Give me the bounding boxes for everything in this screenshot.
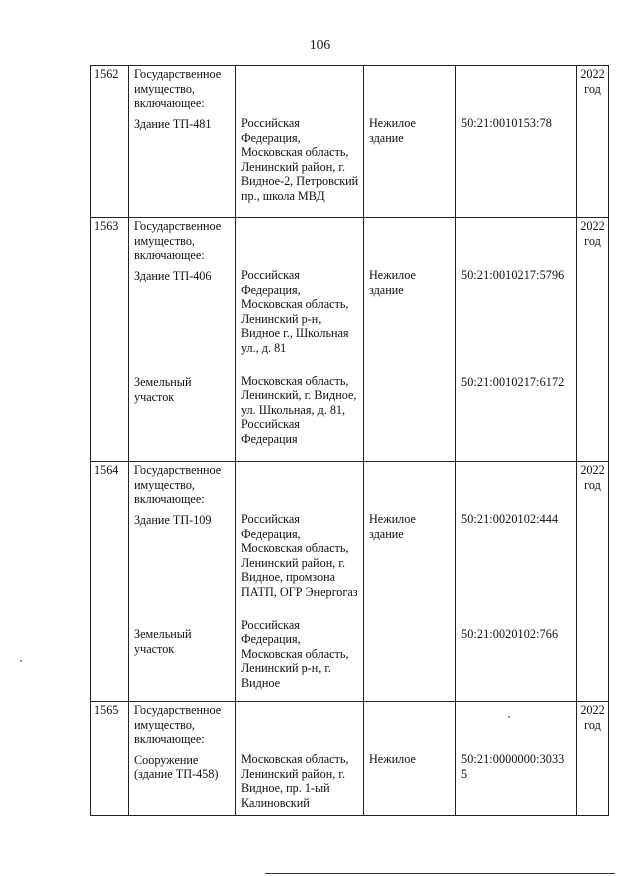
object-address: Российская Федерация, Московская область, Ленинский район, г. Видное-2, Петровский пр., школа МВД (241, 116, 359, 203)
object-name: Здание ТП-481 (134, 116, 212, 131)
object-name-cell (129, 66, 236, 218)
year: 2022 год (580, 67, 605, 96)
object-name: Здание ТП-406 (134, 268, 212, 283)
type-cell (364, 462, 456, 702)
type-cell (364, 218, 456, 462)
table-row (91, 66, 609, 218)
object-address: Российская Федерация, Московская область, Ленинский р-н, Видное г., Школьная ул., д. 81 (241, 268, 349, 355)
object-address: Российская Федерация, Московская область, Ленинский район, г. Видное, промзона ПАТП, ОГР Энергогаз (241, 512, 358, 599)
address-cell (236, 66, 364, 218)
type-cell (364, 66, 456, 218)
group-label: Государственное имущество, включающее: (134, 463, 222, 507)
cadastral-number: 50:21:0000000:3033 5 (461, 752, 565, 781)
cadastral-cell (456, 462, 577, 702)
cadastral-number: 50:21:0010217:5796 (461, 268, 565, 282)
group-label: Государственное имущество, включающее: (134, 67, 222, 111)
object-name: Здание ТП-109 (134, 512, 212, 527)
cadastral-cell (456, 218, 577, 462)
cadastral-number: 50:21:0020102:766 (461, 626, 559, 641)
address-cell (236, 702, 364, 816)
object-address: Российская Федерация, Московская область, Ленинский р-н, г. Видное (241, 617, 349, 690)
year: 2022 год (580, 703, 605, 732)
year-cell (577, 462, 609, 702)
cadastral-cell (456, 66, 577, 218)
page-bottom-line (265, 873, 615, 874)
type-cell (364, 702, 456, 816)
object-name-cell (129, 702, 236, 816)
group-label: Государственное имущество, включающее: (134, 219, 222, 263)
object-name: Сооружение (здание ТП-458) (134, 752, 219, 782)
record-number: 1564 (91, 462, 129, 702)
record-number: 1565 (91, 702, 129, 816)
record-number: 1563 (91, 218, 129, 462)
object-type: Нежилое здание (369, 512, 416, 541)
table-row (91, 702, 609, 816)
object-type: Нежилое здание (369, 268, 416, 297)
cadastral-number: 50:21:0010153:78 (461, 116, 552, 130)
year-cell (577, 218, 609, 462)
object-name: Земельный участок (134, 375, 192, 404)
page-number: 106 (309, 37, 331, 52)
group-label: Государственное имущество, включающее: (134, 703, 222, 747)
object-name-cell (129, 218, 236, 462)
address-cell (236, 462, 364, 702)
property-register-table (90, 65, 609, 816)
year-cell (577, 66, 609, 218)
scan-speck (20, 660, 22, 662)
object-name: Земельный участок (134, 627, 192, 656)
object-type: Нежилое (369, 752, 416, 766)
scan-speck (508, 716, 510, 718)
record-number: 1562 (91, 66, 129, 218)
cadastral-cell (456, 702, 577, 816)
object-name-cell (129, 462, 236, 702)
object-address: Московская область, Ленинский, г. Видное, ул. Школьная, д. 81, Российская Федерация (241, 373, 357, 446)
cadastral-number: 50:21:0020102:444 (461, 512, 559, 526)
address-cell (236, 218, 364, 462)
object-type: Нежилое здание (369, 116, 416, 145)
year: 2022 год (580, 463, 605, 492)
year-cell (577, 702, 609, 816)
object-address: Московская область, Ленинский район, г. Видное, пр. 1-ый Калиновский (241, 752, 349, 810)
year: 2022 год (580, 219, 605, 248)
table-row (91, 218, 609, 462)
table-row (91, 462, 609, 702)
cadastral-number: 50:21:0010217:6172 (461, 374, 565, 389)
